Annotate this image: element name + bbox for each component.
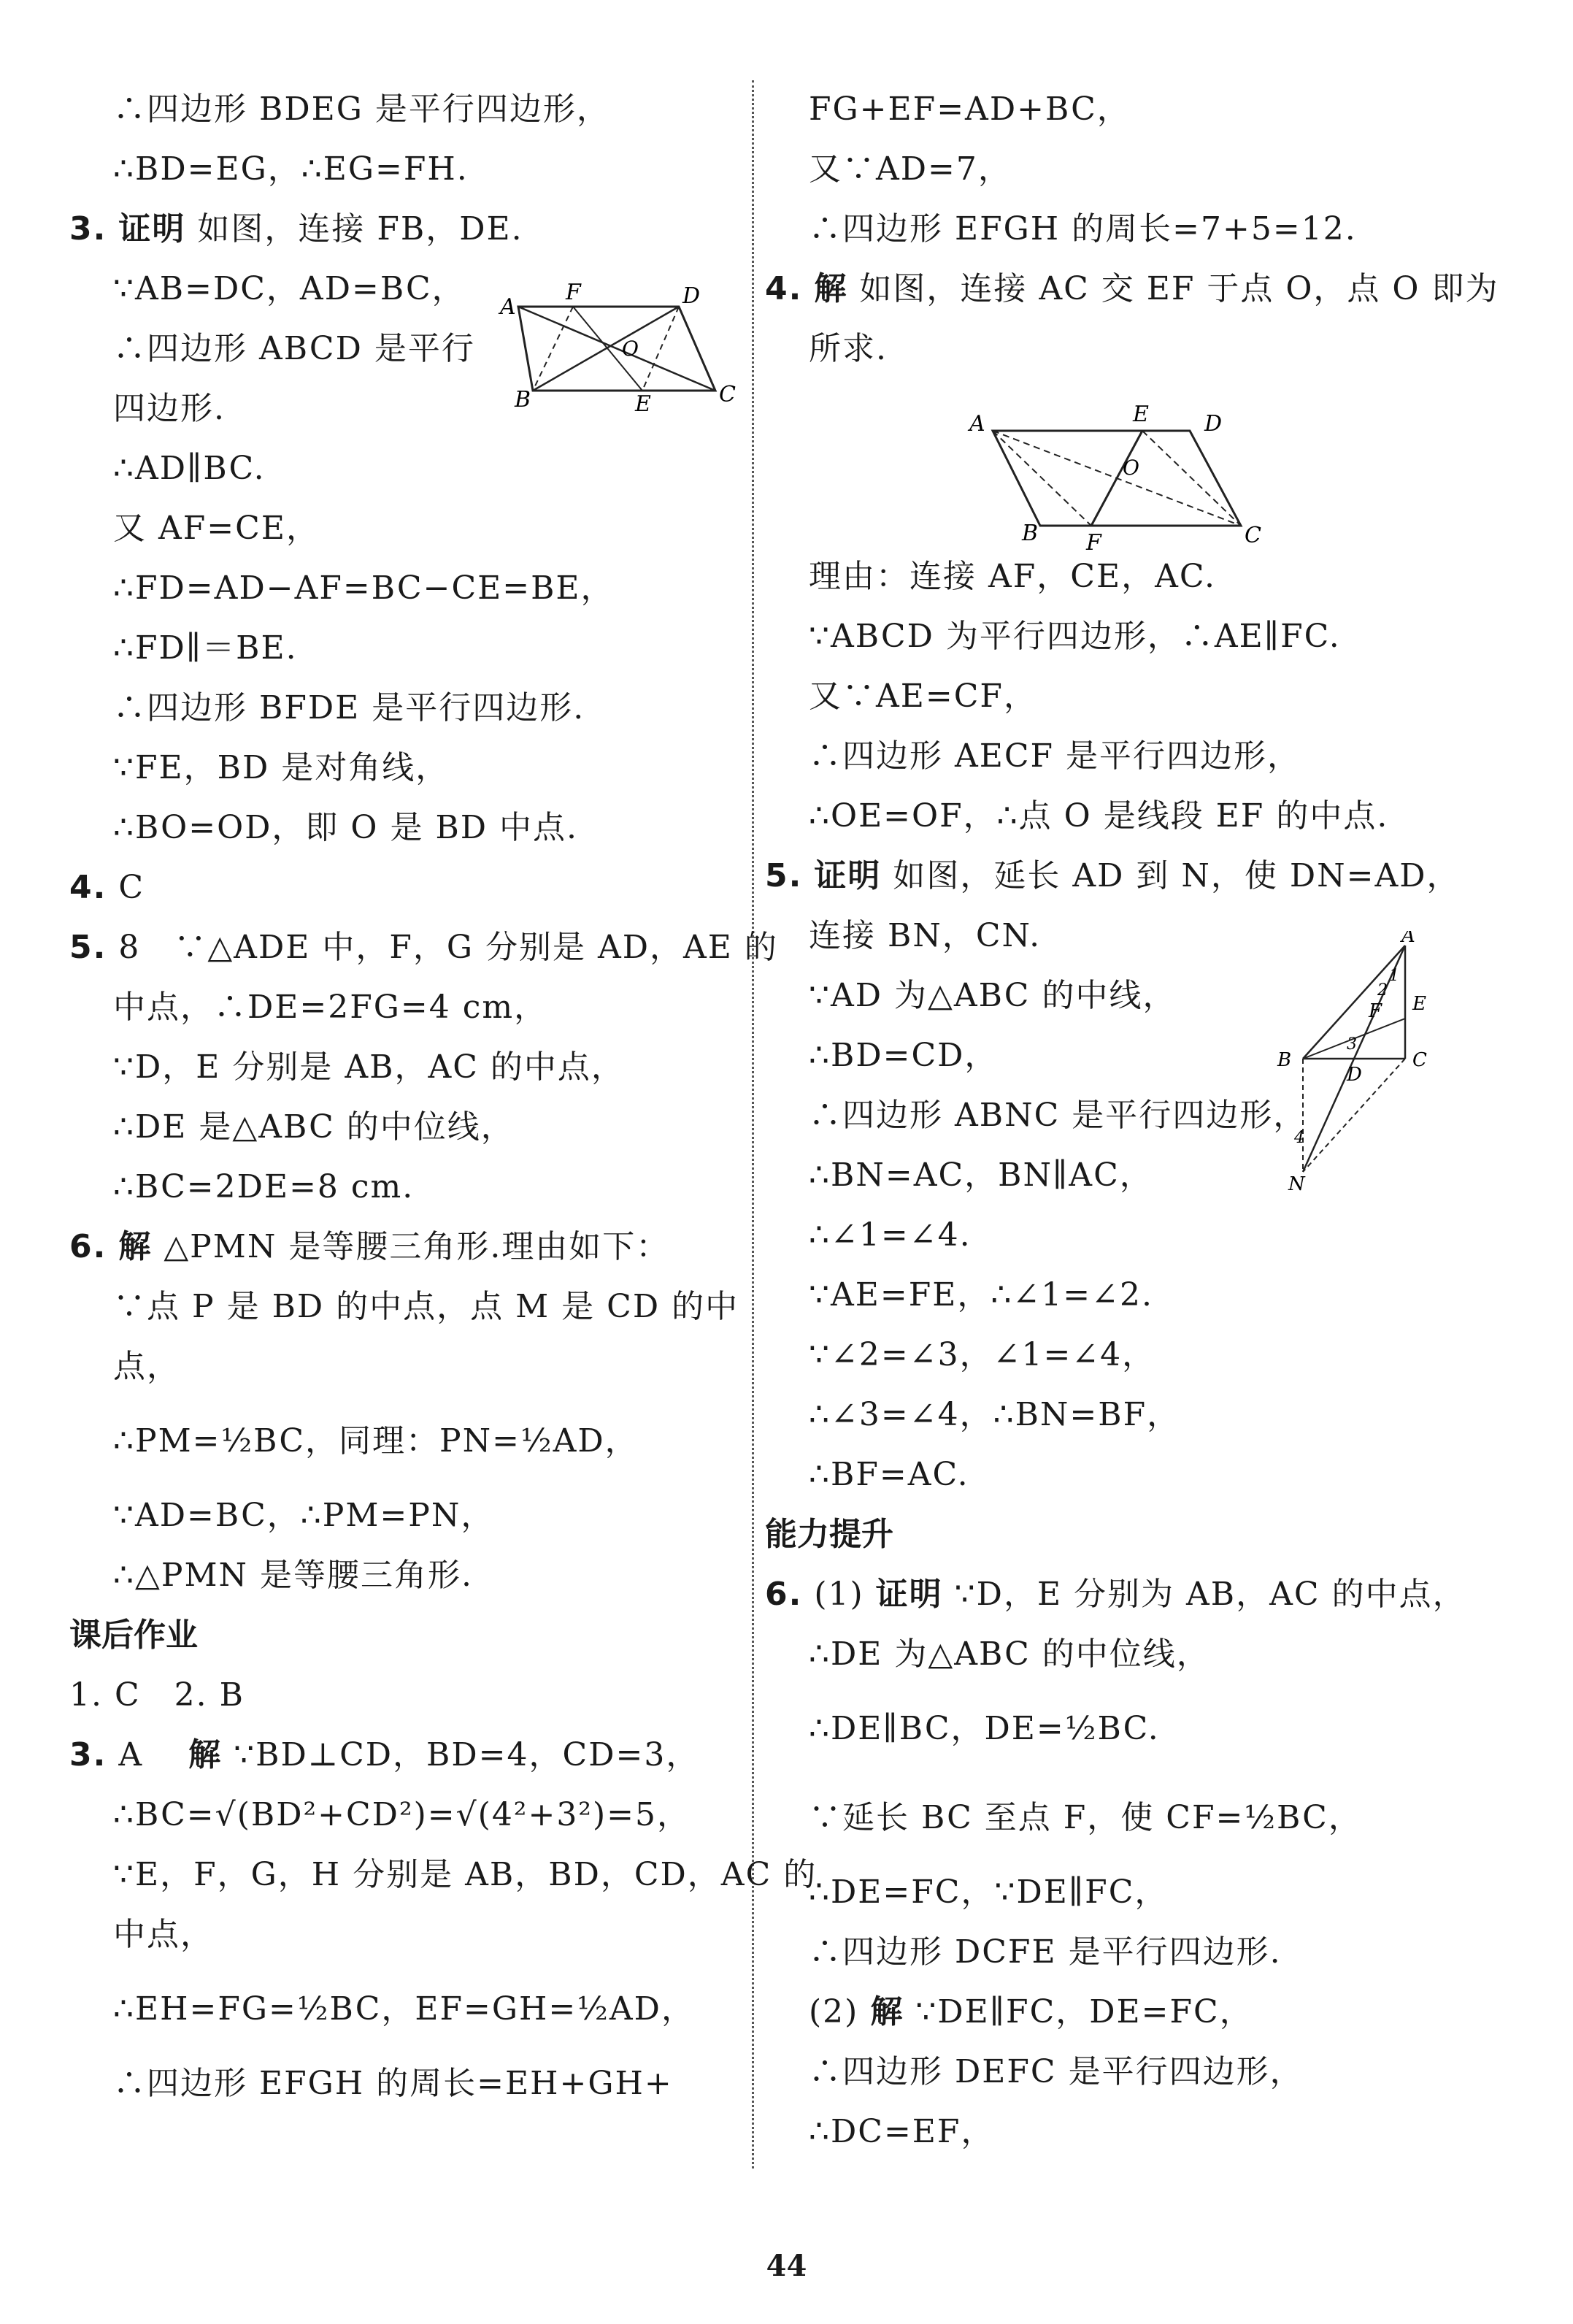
text-line: ∵D，E 分别是 AB，AC 的中点， bbox=[113, 1048, 625, 1086]
label-angle-2: 2 bbox=[1377, 981, 1388, 1000]
text-line: ∴FD=AD−AF=BC−CE=BE， bbox=[113, 570, 615, 607]
text-line: FG+EF=AD+BC， bbox=[809, 91, 1131, 128]
label-angle-1: 1 bbox=[1389, 967, 1399, 985]
page-number: 44 bbox=[766, 2249, 807, 2283]
label-o: O bbox=[1123, 456, 1139, 480]
question-answer: A bbox=[118, 1736, 177, 1773]
text-line: ∴AD∥BC. bbox=[113, 450, 266, 487]
homework-3 bbox=[69, 1733, 737, 1777]
text-line: ∴四边形 DEFC 是平行四边形， bbox=[809, 2053, 1304, 2090]
question-5 bbox=[69, 926, 778, 970]
text-line: ∴DC=EF， bbox=[809, 2113, 995, 2150]
text-line: ∴四边形 BDEG 是平行四边形， bbox=[113, 91, 610, 128]
label-b: B bbox=[515, 387, 531, 413]
text-line: ∴四边形 BFDE 是平行四边形. bbox=[113, 689, 585, 726]
text-line: ∴∠1=∠4. bbox=[809, 1216, 972, 1254]
question-text: ∵DE∥FC，DE=FC， bbox=[915, 1993, 1253, 2030]
text-line: ∵AB=DC，AD=BC， bbox=[113, 270, 466, 307]
text-line: ∴OE=OF，∴点 O 是线段 EF 的中点. bbox=[809, 797, 1389, 835]
text-line: ∴EH=FG=½BC，EF=GH=½AD， bbox=[113, 1990, 695, 2028]
label-c: C bbox=[1412, 1049, 1427, 1071]
question-keyword: 证明 bbox=[814, 857, 882, 894]
label-d: D bbox=[1204, 411, 1223, 437]
text-line: ∵AE=FE，∴∠1=∠2. bbox=[809, 1276, 1153, 1314]
figure-parallelogram-abcd bbox=[496, 281, 737, 416]
question-number: 5. bbox=[69, 929, 107, 966]
label-a: A bbox=[969, 411, 985, 437]
text-line: ∴BC=2DE=8 cm. bbox=[113, 1168, 415, 1205]
text-line: 理由：连接 AF，CE，AC. bbox=[809, 558, 1216, 595]
text-line: ∵FE，BD 是对角线， bbox=[113, 749, 450, 786]
question-keyword: 解 bbox=[870, 1993, 904, 2030]
label-f: F bbox=[1086, 530, 1101, 556]
label-d: D bbox=[682, 283, 701, 309]
text-line: ∵∠2=∠3，∠1=∠4， bbox=[809, 1336, 1156, 1373]
question-number: 4. bbox=[69, 869, 107, 906]
question-text: △PMN 是等腰三角形.理由如下： bbox=[164, 1228, 670, 1265]
question-number: 5. bbox=[765, 857, 803, 894]
text-line: ∵ABCD 为平行四边形，∴AE∥FC. bbox=[809, 618, 1341, 655]
text-line: ∴BC=√(BD²+CD²)=√(4²+3²)=5， bbox=[113, 1796, 691, 1833]
question-6-part-2 bbox=[765, 1990, 1495, 2034]
segment-af bbox=[993, 431, 1091, 526]
question-text: 如图，连接 AC 交 EF 于点 O，点 O 即为 bbox=[859, 270, 1499, 307]
text-line: ∴四边形 ABCD 是平行 bbox=[113, 330, 475, 367]
question-number: 4. bbox=[765, 270, 803, 307]
question-text: 如图，连接 FB，DE. bbox=[197, 210, 523, 248]
text-line: ∵点 P 是 BD 的中点，点 M 是 CD 的中 bbox=[113, 1288, 739, 1325]
question-keyword: 证明 bbox=[118, 210, 186, 248]
text-line: ∴DE 为△ABC 的中位线， bbox=[809, 1635, 1210, 1673]
question-text: 如图，延长 AD 到 N，使 DN=AD， bbox=[893, 857, 1461, 894]
label-d: D bbox=[1347, 1064, 1362, 1086]
text-line: ∴四边形 ABNC 是平行四边形， bbox=[809, 1097, 1307, 1134]
text-line: ∴DE=FC，∵DE∥FC， bbox=[809, 1874, 1169, 1911]
text-line: 所求. bbox=[809, 330, 888, 367]
question-number: 3. bbox=[69, 1736, 107, 1773]
text-line: ∴DE 是△ABC 的中位线， bbox=[113, 1108, 515, 1146]
question-4-right bbox=[765, 267, 1499, 311]
text-line: ∴BF=AC. bbox=[809, 1456, 969, 1493]
question-3 bbox=[69, 207, 737, 251]
figure-parallelogram-aecf bbox=[964, 398, 1270, 559]
label-f: F bbox=[566, 281, 581, 305]
text-line: ∴四边形 EFGH 的周长=7+5=12. bbox=[809, 210, 1357, 248]
text-line: ∴四边形 AECF 是平行四边形， bbox=[809, 737, 1301, 775]
homework-1-2: 1. C 2. B bbox=[69, 1676, 245, 1714]
section-heading-ability: 能力提升 bbox=[765, 1516, 893, 1553]
label-b: B bbox=[1022, 521, 1039, 546]
figure-triangle-abnc bbox=[1266, 931, 1464, 1194]
question-answer: C bbox=[118, 869, 145, 906]
text-line: ∴∠3=∠4，∴BN=BF， bbox=[809, 1396, 1181, 1433]
text-line: ∴△PMN 是等腰三角形. bbox=[113, 1557, 473, 1594]
text-line: ∵AD=BC，∴PM=PN， bbox=[113, 1497, 495, 1534]
question-5-right bbox=[765, 854, 1495, 898]
question-text: ∵BD⊥CD，BD=4，CD=3， bbox=[234, 1736, 700, 1773]
diagonal-db bbox=[533, 307, 679, 391]
question-6-right bbox=[765, 1573, 1495, 1617]
question-number: 6. bbox=[765, 1576, 803, 1613]
text-line: 又∵AE=CF， bbox=[809, 678, 1037, 715]
text-line: 连接 BN，CN. bbox=[809, 917, 1042, 954]
text-line: ∴BN=AC，BN∥AC， bbox=[809, 1157, 1153, 1194]
label-a: A bbox=[1401, 931, 1415, 947]
text-line: ∴四边形 EFGH 的周长=EH+GH+ bbox=[113, 2065, 673, 2102]
label-angle-4: 4 bbox=[1294, 1129, 1304, 1147]
section-heading-homework: 课后作业 bbox=[69, 1617, 198, 1654]
text-line: 又∵AD=7， bbox=[809, 150, 1012, 188]
label-f: F bbox=[1369, 1000, 1382, 1022]
text-line: ∵延长 BC 至点 F，使 CF=½BC， bbox=[809, 1799, 1362, 1836]
diagonal-ac bbox=[518, 307, 715, 391]
text-line: ∴DE∥BC，DE=½BC. bbox=[809, 1710, 1160, 1747]
label-a: A bbox=[500, 294, 516, 320]
question-keyword: 证明 bbox=[875, 1576, 943, 1613]
question-6 bbox=[69, 1225, 737, 1269]
label-e: E bbox=[1133, 402, 1149, 427]
question-keyword: 解 bbox=[188, 1736, 223, 1773]
text-line: ∴PM=½BC，同理：PN=½AD， bbox=[113, 1422, 639, 1460]
text-line: ∵E，F，G，H 分别是 AB，BD，CD，AC 的 bbox=[113, 1856, 818, 1893]
segment-ce bbox=[1142, 431, 1241, 526]
text-line: ∴四边形 DCFE 是平行四边形. bbox=[809, 1933, 1282, 1971]
label-o: O bbox=[622, 337, 639, 361]
label-angle-3: 3 bbox=[1347, 1035, 1357, 1054]
question-keyword: 解 bbox=[118, 1228, 153, 1265]
label-b: B bbox=[1277, 1049, 1292, 1071]
text-line: ∴BD=CD， bbox=[809, 1037, 999, 1074]
label-c: C bbox=[1245, 523, 1261, 548]
text-line: ∵AD 为△ABC 的中线， bbox=[809, 977, 1177, 1014]
text-line: ∴BO=OD，即 O 是 BD 中点. bbox=[113, 809, 579, 846]
question-text: ∵D，E 分别为 AB，AC 的中点， bbox=[954, 1576, 1466, 1613]
question-part: (1) bbox=[814, 1576, 864, 1613]
question-4 bbox=[69, 866, 737, 910]
label-c: C bbox=[719, 382, 736, 407]
text-line: ∴BD=EG，∴EG=FH. bbox=[113, 150, 469, 188]
text-line: 中点，∴DE=2FG=4 cm， bbox=[113, 989, 548, 1026]
question-number: 3. bbox=[69, 210, 107, 248]
question-text: 8 ∵△ADE 中，F，G 分别是 AD，AE 的 bbox=[118, 929, 778, 966]
segment-de bbox=[642, 307, 679, 391]
text-line: ∴FD∥＝BE. bbox=[113, 629, 298, 667]
question-number: 6. bbox=[69, 1228, 107, 1265]
label-e: E bbox=[635, 391, 651, 416]
text-line: 四边形. bbox=[113, 390, 226, 427]
question-part: (2) bbox=[809, 1993, 859, 2030]
label-n: N bbox=[1288, 1173, 1305, 1194]
label-e: E bbox=[1412, 993, 1426, 1015]
text-line: 又 AF=CE， bbox=[113, 510, 320, 547]
text-line: 点， bbox=[113, 1348, 180, 1385]
question-keyword: 解 bbox=[814, 270, 848, 307]
text-line: 中点， bbox=[113, 1916, 214, 1953]
